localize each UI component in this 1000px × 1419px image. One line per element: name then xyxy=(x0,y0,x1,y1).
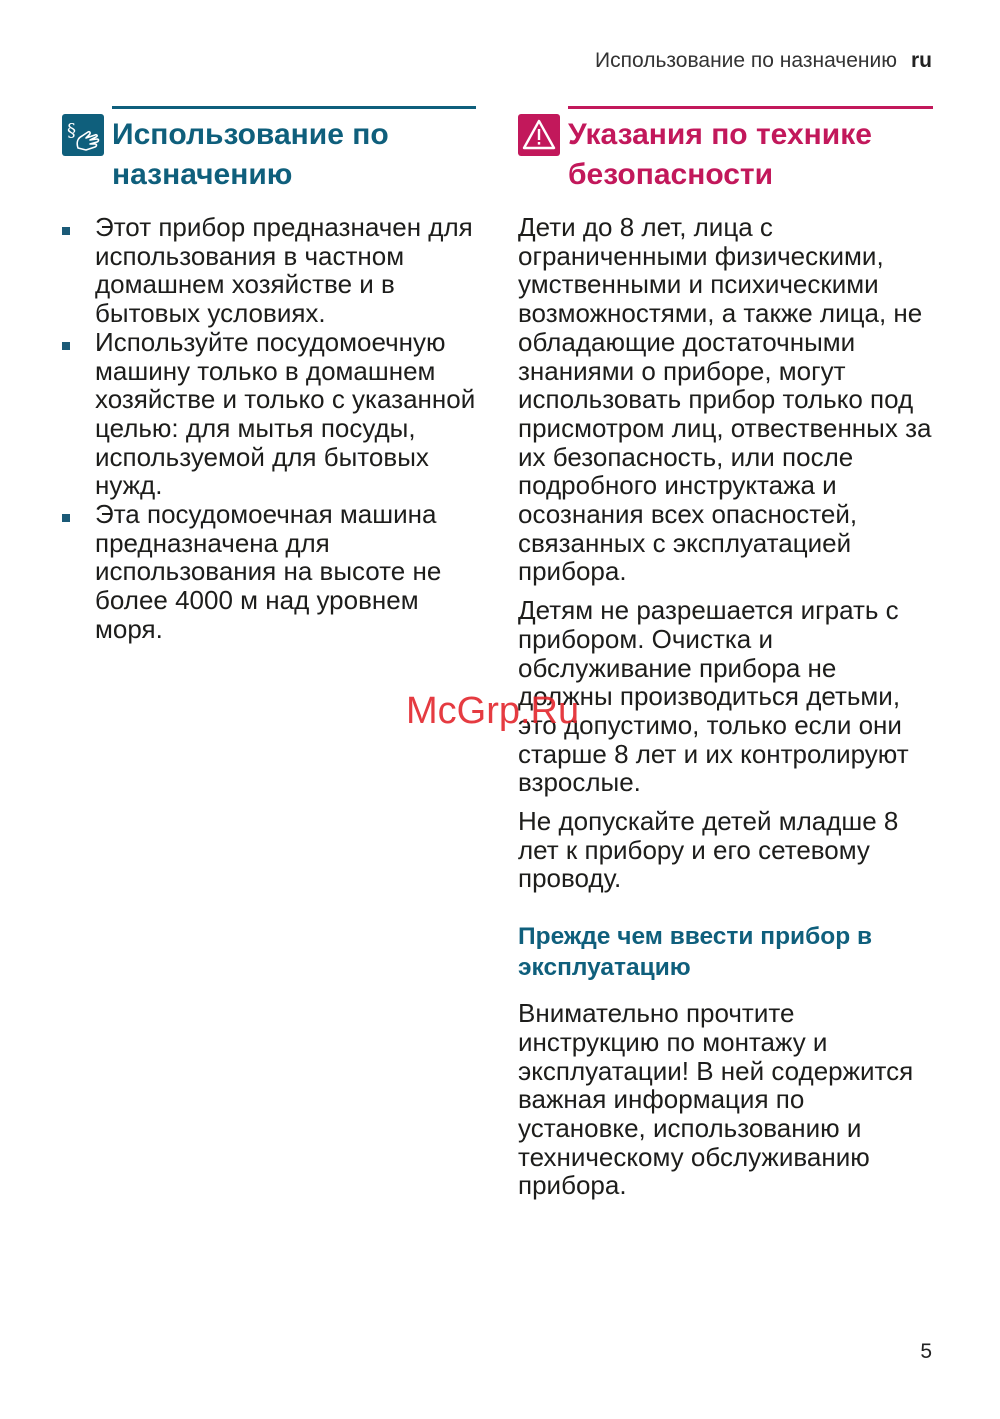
svg-text:§: § xyxy=(67,120,76,141)
intended-use-heading xyxy=(62,106,476,195)
intended-use-section xyxy=(62,106,476,644)
page-number: 5 xyxy=(920,1340,932,1363)
list-item-text: Эта посудомоечная машина предназначена для использования на высоте не более 4000 м над уровнем моря. xyxy=(95,499,442,644)
intended-use-list xyxy=(62,213,476,644)
safety-title: Указания по технике безопасности xyxy=(568,118,872,191)
before-use-paragraph: Внимательно прочтите инструкцию по монтажу и эксплуатации! В ней содержится важная информация по установке, использованию и техническому обслуживанию прибора. xyxy=(518,998,914,1201)
watermark: McGrp.Ru xyxy=(406,690,580,732)
bullet-square-icon xyxy=(62,227,70,235)
safety-body xyxy=(518,213,933,1200)
warning-icon xyxy=(518,114,560,156)
running-header xyxy=(595,49,932,73)
safety-paragraph: Дети до 8 лет, лица с ограниченными физическими, умственными и психическими возможностями, а также лица, не обладающие достаточными знаниями о приборе, могут использовать прибор только под присмотром лиц, отвественных за их безопасность, или после подробного инструктажа и осознания всех опасностей, связанных с эксплуатацией прибора. xyxy=(518,212,932,587)
before-use-heading: Прежде чем ввести прибор в эксплуатацию xyxy=(518,923,873,982)
safety-paragraph: Не допускайте детей младше 8 лет к прибору и его сетевому проводу. xyxy=(518,806,899,894)
list-item xyxy=(62,500,476,644)
running-header-title: Использование по назначению xyxy=(595,49,897,72)
list-item-text: Этот прибор предназначен для использования в частном домашнем хозяйстве и в бытовых условиях. xyxy=(95,212,473,329)
list-item xyxy=(62,328,476,500)
list-item-text: Используйте посудомоечную машину только в домашнем хозяйстве и только с указанной целью: для мытья посуды, используемой для бытовых нужд. xyxy=(95,326,476,501)
intended-use-title: Использование по назначению xyxy=(112,118,389,191)
bullet-square-icon xyxy=(62,514,70,522)
language-code: ru xyxy=(911,49,932,72)
heading-rule xyxy=(112,106,476,109)
bullet-square-icon xyxy=(62,342,70,350)
intended-use-icon xyxy=(62,114,104,156)
safety-section xyxy=(518,106,933,1210)
heading-rule xyxy=(568,106,933,109)
safety-paragraph: Детям не разрешается играть с прибором. Очистка и обслуживание прибора не должны производиться детьми, это допустимо, только если они старше 8 лет и их контролируют взрослые. xyxy=(518,595,909,798)
list-item xyxy=(62,213,476,328)
safety-heading xyxy=(518,106,933,195)
